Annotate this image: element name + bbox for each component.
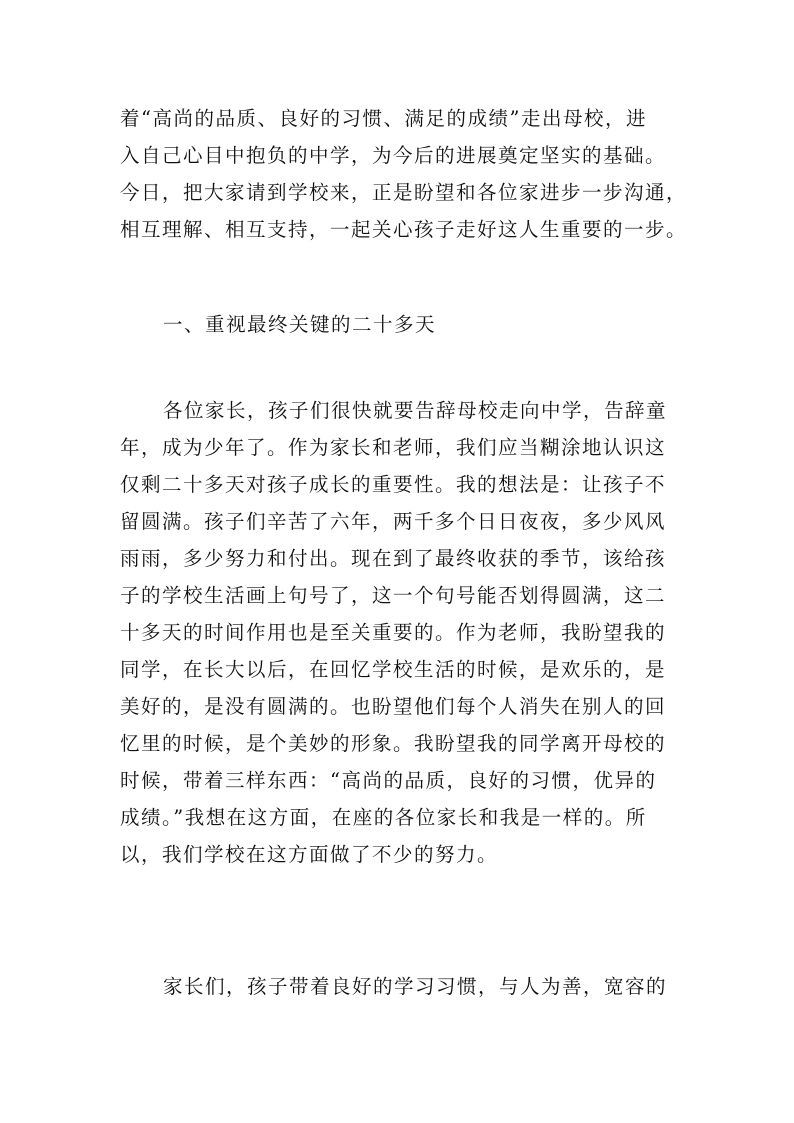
section-heading-container (120, 306, 678, 343)
text-line: 着“高尚的品质、良好的习惯、满足的成绩”走出母校，进 (120, 107, 647, 130)
text-line: 同学，在长大以后，在回忆学校生活的时候，是欢乐的，是 (120, 658, 667, 681)
paragraph-body (120, 392, 678, 873)
section-heading: 一、重视最终关键的二十多天 (163, 313, 437, 336)
paragraph-closing (120, 968, 678, 1005)
text-line: 以，我们学校在这方面做了不少的努力。 (120, 843, 499, 866)
text-line: 家长们，孩子带着良好的学习习惯，与人为善，宽容的 (163, 975, 668, 998)
text-line: 仅剩二十多天对孩子成长的重要性。我的想法是：让孩子不 (120, 473, 667, 496)
text-line: 时候，带着三样东西：“高尚的品质，良好的习惯，优异的 (120, 769, 657, 792)
text-line: 年，成为少年了。作为家长和老师，我们应当糊涂地认识这 (120, 436, 667, 459)
text-line: 十多天的时间作用也是至关重要的。作为老师，我盼望我的 (120, 621, 667, 644)
text-line: 相互理解、相互支持，一起关心孩子走好这人生重要的一步。 (120, 218, 688, 241)
text-line: 入自己心目中抱负的中学，为今后的进展奠定坚实的基础。 (120, 144, 667, 167)
text-line: 忆里的时候，是个美妙的形象。我盼望我的同学离开母校的 (120, 732, 667, 755)
paragraph-intro (120, 100, 688, 248)
text-line: 各位家长，孩子们很快就要告辞母校走向中学，告辞童 (163, 399, 668, 422)
text-line: 留圆满。孩子们辛苦了六年，两千多个日日夜夜，多少风风 (120, 510, 667, 533)
text-line: 成绩。”我想在这方面，在座的各位家长和我是一样的。所 (120, 806, 647, 829)
text-line: 美好的，是没有圆满的。也盼望他们每个人消失在别人的回 (120, 695, 667, 718)
text-line: 今日，把大家请到学校来，正是盼望和各位家进步一步沟通， (120, 181, 688, 204)
text-line: 子的学校生活画上句号了，这一个句号能否划得圆满，这二 (120, 584, 667, 607)
text-line: 雨雨，多少努力和付出。现在到了最终收获的季节，该给孩 (120, 547, 667, 570)
